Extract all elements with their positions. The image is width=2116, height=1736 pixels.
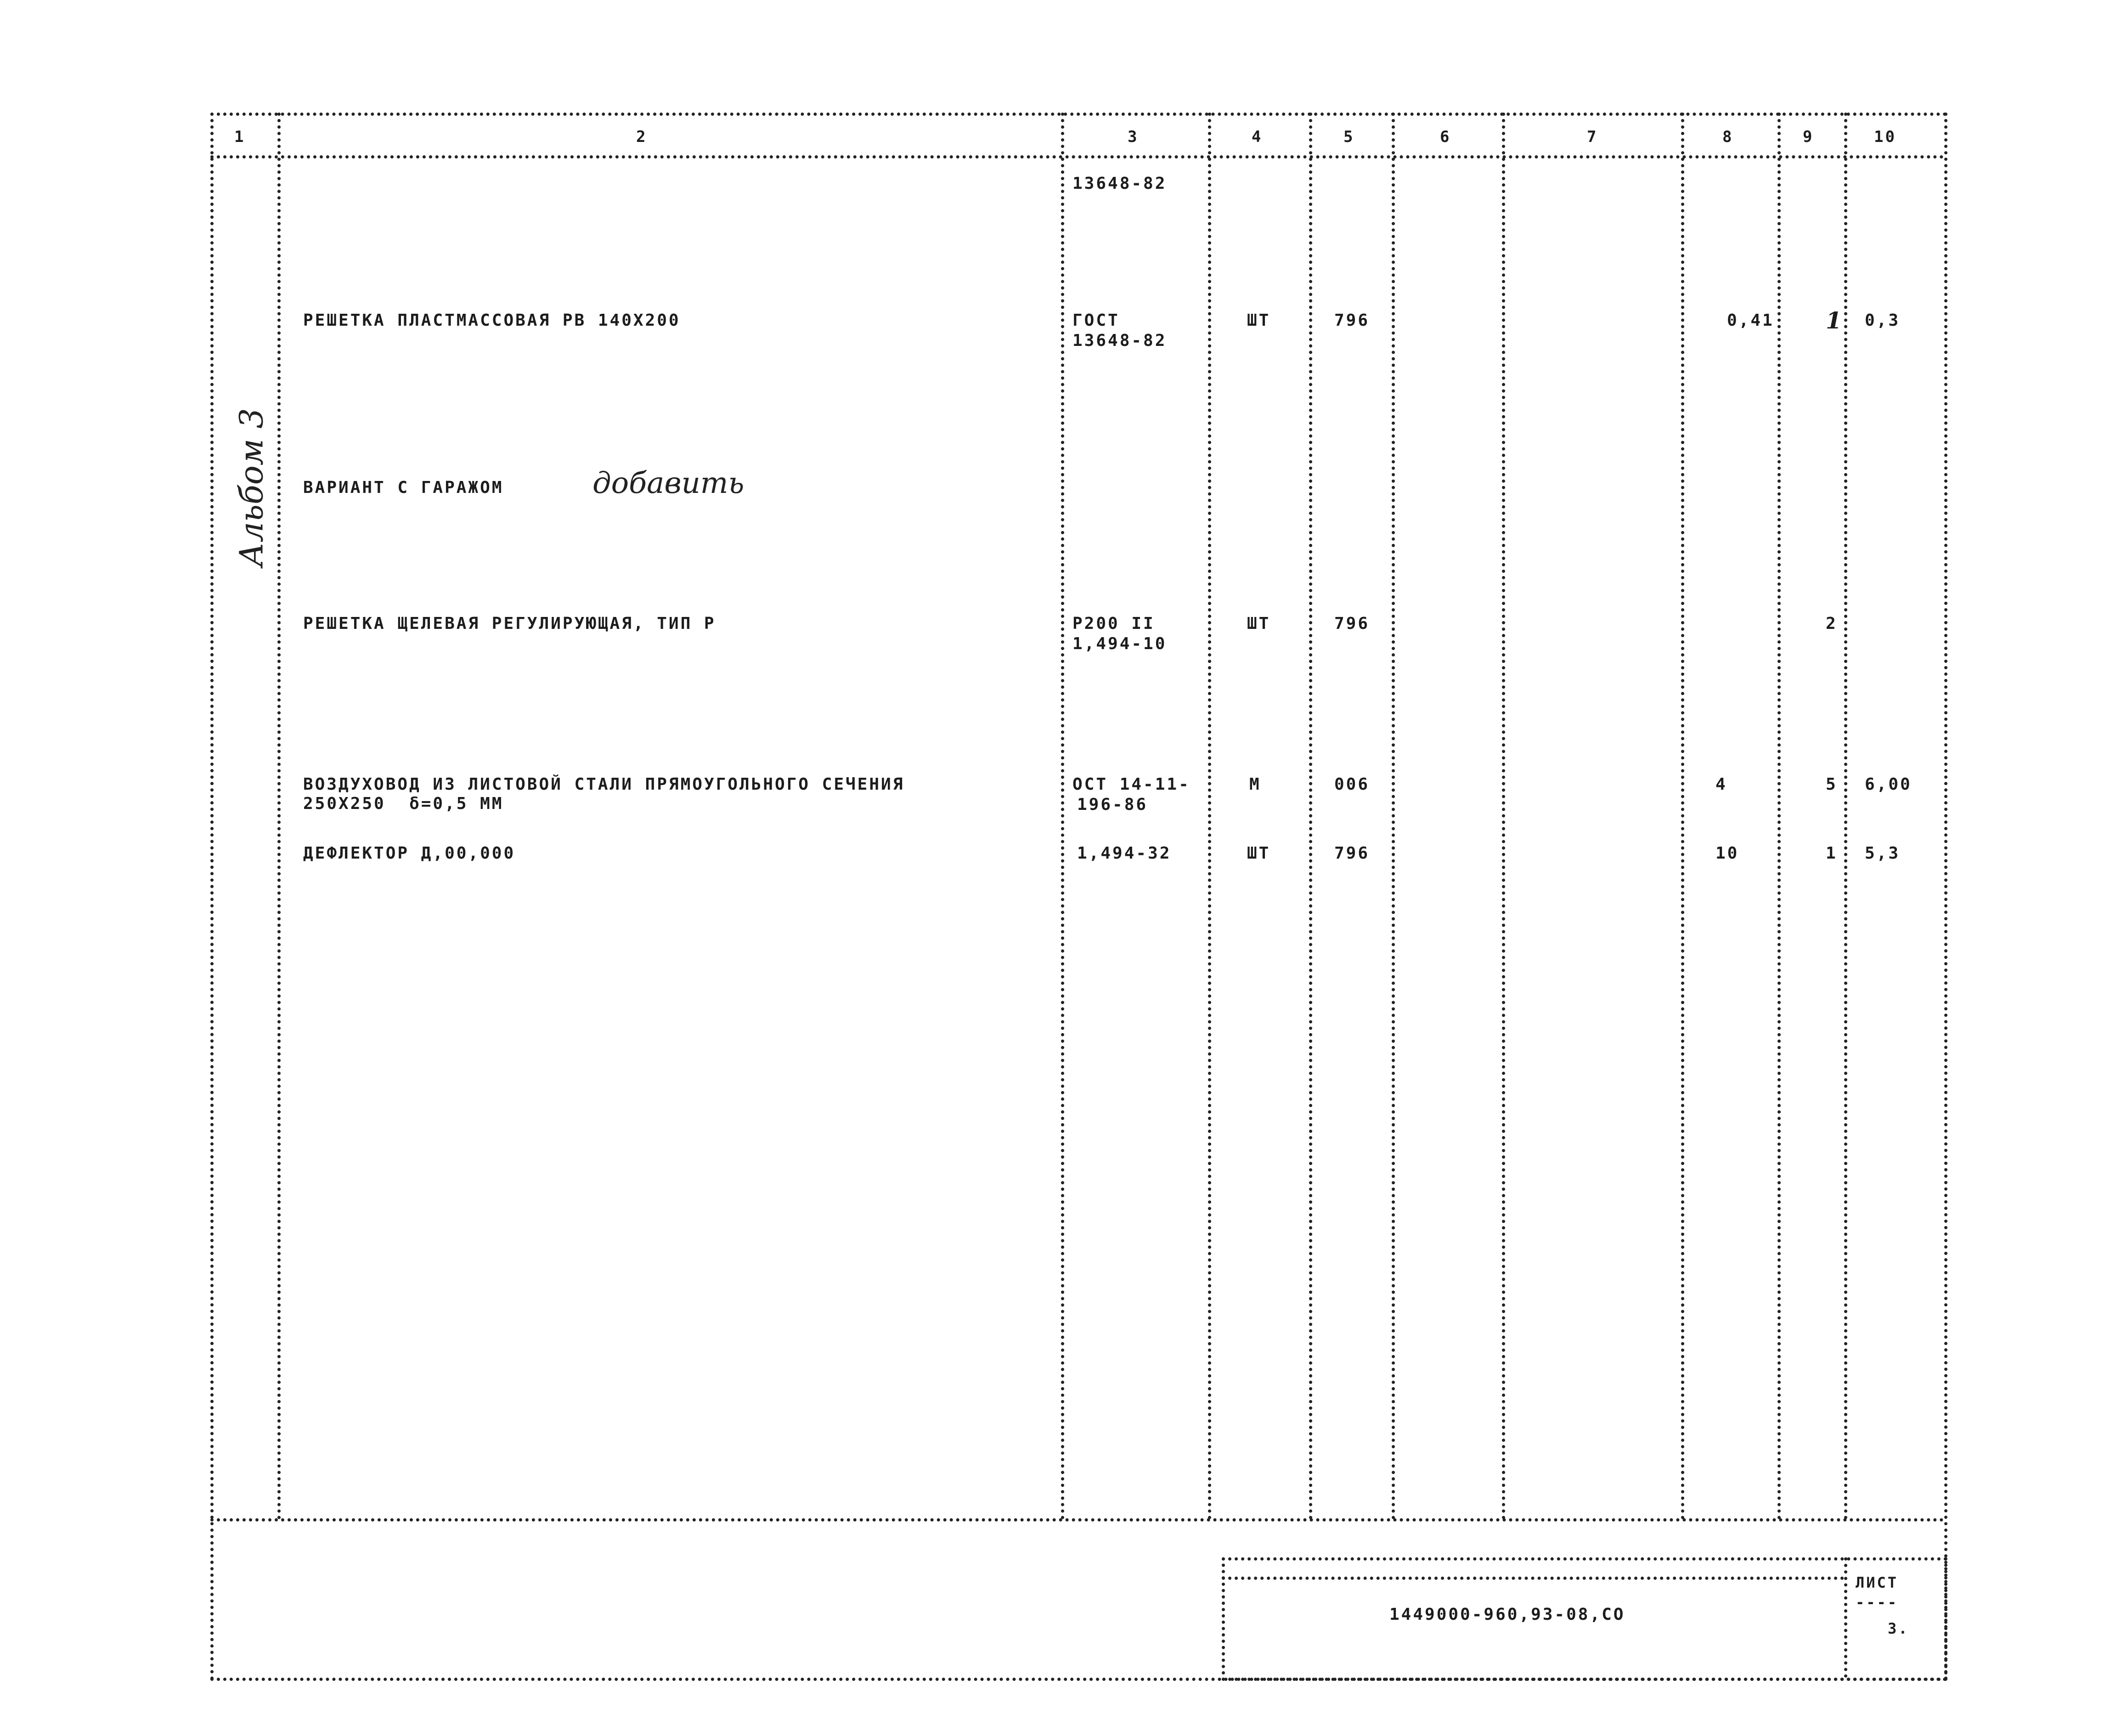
total-cell: 0,3 [1865,311,1901,330]
section-name: ВАРИАНТ С ГАРАЖОМ [303,478,504,497]
sheet-number: 3. [1888,1620,1909,1637]
unit-cell: ШТ [1247,614,1271,633]
designation-cell: 1,494-32 [1077,844,1172,863]
column-separator [277,113,281,1520]
column-number: 1 [234,128,246,146]
handwritten-album-note: Альбом 3 [232,408,271,567]
unit-code-cell: 006 [1334,775,1370,794]
designation-cell: 13648-82 [1072,331,1167,350]
column-number: 8 [1722,128,1734,146]
column-number: 3 [1128,128,1139,146]
unit-code-cell: 796 [1334,614,1370,633]
column-separator [1777,113,1781,1520]
designation-cell: 13648-82 [1072,174,1167,193]
designation-cell: ГОСТ [1072,311,1120,330]
title-block-header-line [1222,1577,1844,1580]
column-number: 9 [1803,128,1814,146]
designation-cell: ОСТ 14-11- [1072,775,1191,794]
column-separator [1681,113,1684,1520]
column-separator [1061,113,1064,1520]
document-code: 1449000-960,93-08,СО [1389,1605,1625,1624]
item-name: 250X250 δ=0,5 ММ [303,794,504,813]
column-separator [1502,113,1505,1520]
column-number: 6 [1440,128,1451,146]
total-cell: 6,00 [1865,775,1912,794]
item-name: ВОЗДУХОВОД ИЗ ЛИСТОВОЙ СТАЛИ ПРЯМОУГОЛЬНОГО СЕЧЕНИЯ [303,775,905,794]
unit-cell: М [1249,775,1261,794]
mass-cell: 0,41 [1727,311,1774,330]
column-number: 4 [1252,128,1263,146]
quantity-cell: 5 [1826,775,1838,794]
column-separator [1844,113,1847,1520]
unit-cell: ШТ [1247,844,1271,863]
mass-cell: 4 [1715,775,1727,794]
designation-cell: 1,494-10 [1072,634,1167,653]
column-separator [1309,113,1312,1520]
item-name: РЕШЕТКА ПЛАСТМАССОВАЯ РВ 140X200 [303,311,681,330]
sheet-label: ЛИСТ [1856,1574,1899,1591]
unit-cell: ШТ [1247,311,1271,330]
total-cell: 5,3 [1865,844,1901,863]
column-number: 5 [1343,128,1355,146]
item-name: РЕШЕТКА ЩЕЛЕВАЯ РЕГУЛИРУЮЩАЯ, ТИП Р [303,614,716,633]
quantity-cell: 2 [1826,614,1838,633]
column-number: 2 [636,128,648,146]
item-name: ДЕФЛЕКТОР Д,00,000 [303,844,516,863]
column-separator [1392,113,1395,1520]
mass-cell: 10 [1715,844,1739,863]
sheet-divider: ---- [1856,1594,1899,1611]
column-number: 7 [1587,128,1598,146]
designation-cell: Р200 II [1072,614,1155,633]
column-separator [1208,113,1211,1520]
unit-code-cell: 796 [1334,311,1370,330]
quantity-cell: 1 [1826,844,1838,863]
column-number: 10 [1874,128,1896,146]
designation-cell: 196-86 [1077,795,1148,814]
title-block-separator [1844,1557,1847,1678]
handwritten-insert-note: добавить [592,466,745,500]
quantity-cell: 1 [1826,307,1844,334]
unit-code-cell: 796 [1334,844,1370,863]
